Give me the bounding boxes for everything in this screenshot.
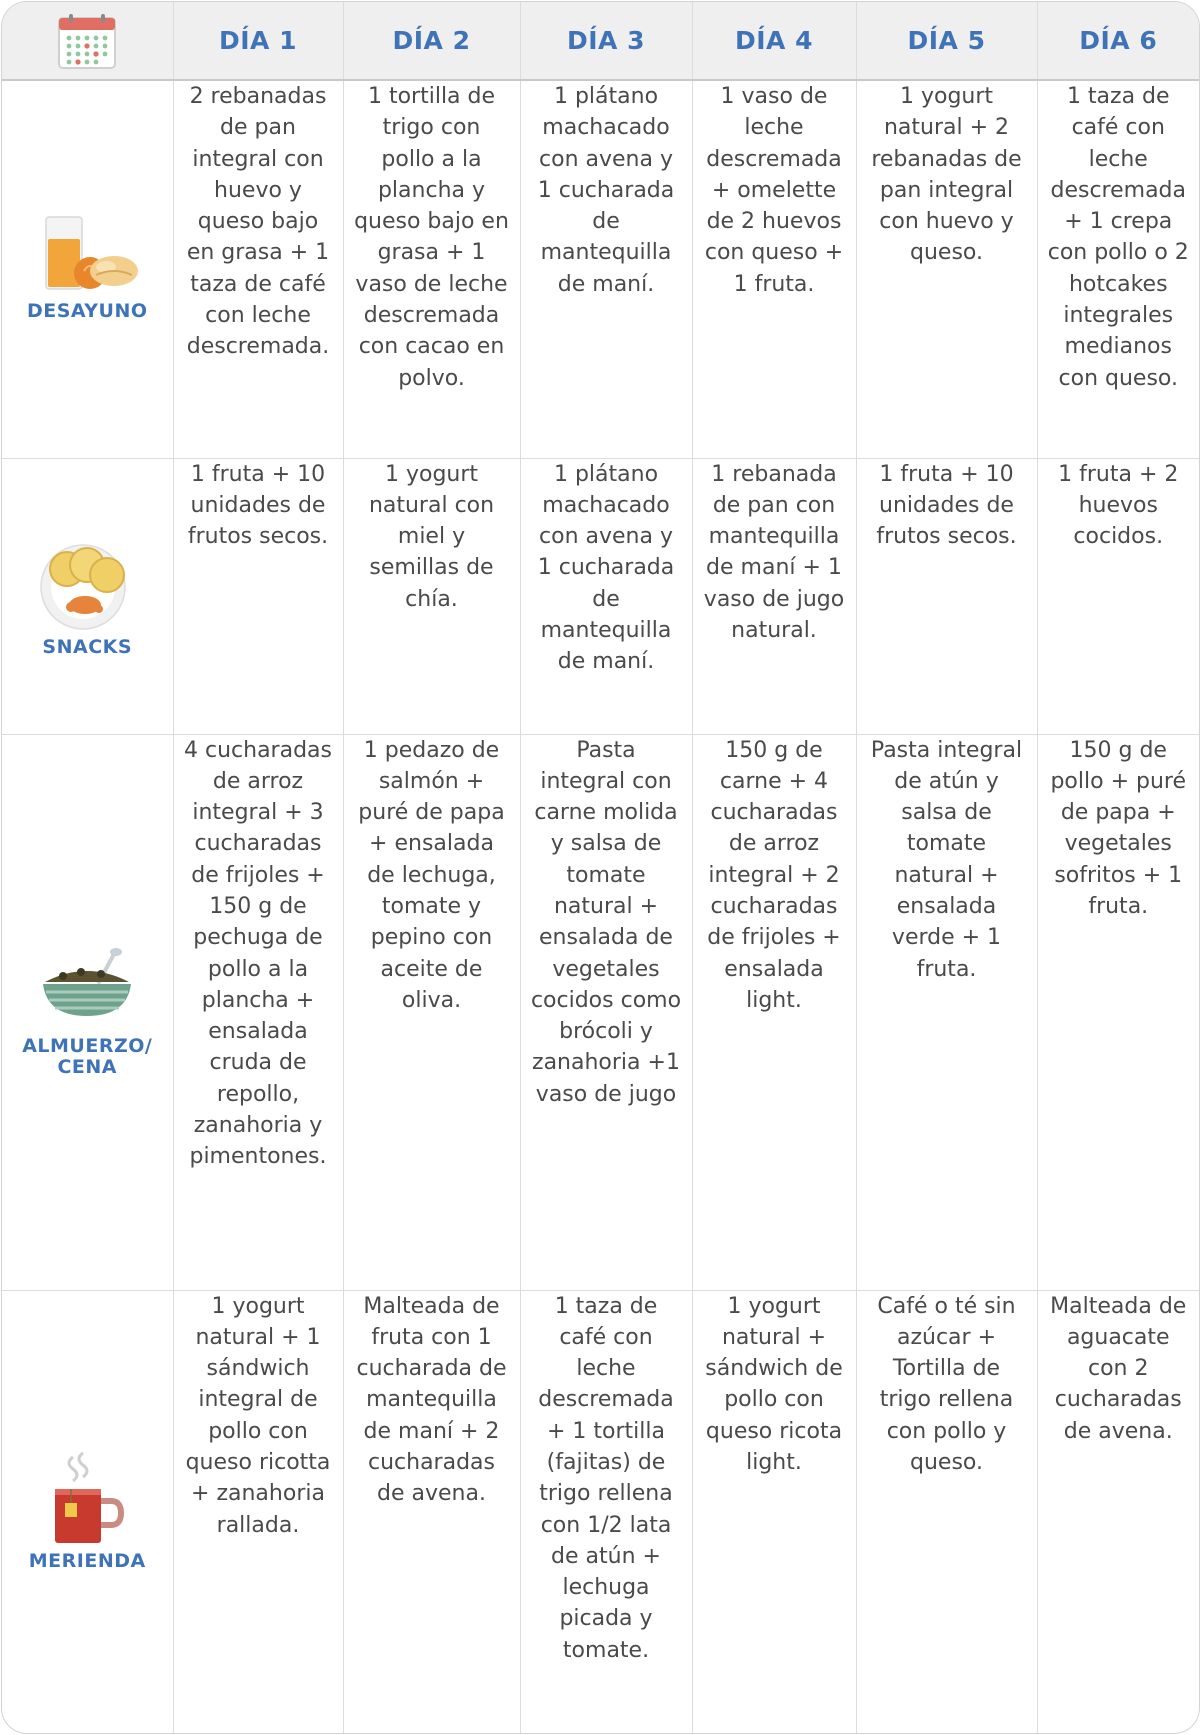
meal-row-snacks — [2, 458, 1199, 734]
bowl-icon — [37, 946, 137, 1026]
meal-label: MERIENDA — [28, 1550, 146, 1573]
meal-cell: 1 fruta + 2 huevos cocidos. — [1037, 458, 1199, 734]
calendar-icon — [57, 12, 117, 70]
meal-cell: 1 plátano machacado con avena y 1 cucharada de mantequilla de maní. — [520, 80, 692, 458]
corner-cell — [2, 2, 173, 80]
meal-cell: 1 yogurt natural + 1 sándwich integral de pollo con queso ricotta + zanahoria rallada. — [173, 1290, 343, 1733]
meal-plan-table — [2, 2, 1199, 1733]
meal-row-desayuno — [2, 80, 1199, 458]
meal-label: ALMUERZO/ CENA — [22, 1035, 153, 1078]
meal-cell: 1 taza de café con leche descremada + 1 tortilla (fajitas) de trigo rellena con 1/2 lata de atún + lechuga picada y tomate. — [520, 1290, 692, 1733]
meal-cell: 1 pedazo de salmón + puré de papa + ensalada de lechuga, tomate y pepino con aceite de oliva. — [343, 734, 520, 1290]
meal-cell: 150 g de carne + 4 cucharadas de arroz integral + 2 cucharadas de frijoles + ensalada light. — [692, 734, 856, 1290]
tea-mug-icon — [47, 1451, 127, 1545]
meal-label: DESAYUNO — [26, 299, 148, 322]
meal-cell: Pasta integral con carne molida y salsa de tomate natural + ensalada de vegetales cocidos como brócoli y zanahoria +1 vaso de jugo — [520, 734, 692, 1290]
meal-cell: 1 yogurt natural + 2 rebanadas de pan integral con huevo y queso. — [856, 80, 1037, 458]
meal-row-almuerzo-cena — [2, 734, 1199, 1290]
meal-plan-card — [1, 1, 1200, 1734]
meal-cell: 1 yogurt natural con miel y semillas de chía. — [343, 458, 520, 734]
meal-cell: 2 rebanadas de pan integral con huevo y queso bajo en grasa + 1 taza de café con leche descremada. — [173, 80, 343, 458]
meal-cell: 1 plátano machacado con avena y 1 cucharada de mantequilla de maní. — [520, 458, 692, 734]
meal-label-cell — [2, 458, 173, 734]
header-row — [2, 2, 1199, 80]
meal-cell: 1 rebanada de pan con mantequilla de maní + 1 vaso de jugo natural. — [692, 458, 856, 734]
day-header-1: DÍA 1 — [173, 2, 343, 80]
meal-cell: Malteada de aguacate con 2 cucharadas de avena. — [1050, 1293, 1187, 1444]
meal-cell: 1 vaso de leche descremada + omelette de 2 huevos con queso + 1 fruta. — [692, 80, 856, 458]
meal-cell: 150 g de pollo + puré de papa + vegetales sofritos + 1 fruta. — [1037, 734, 1199, 1290]
day-header-2: DÍA 2 — [343, 2, 520, 80]
day-header-3: DÍA 3 — [520, 2, 692, 80]
meal-cell: 1 taza de café con leche descremada + 1 crepa con pollo o 2 hotcakes integrales medianos con queso. — [1037, 80, 1199, 458]
meal-row-merienda — [2, 1290, 1199, 1733]
meal-cell: 4 cucharadas de arroz integral + 3 cucharadas de frijoles + 150 g de pechuga de pollo a la plancha + ensalada cruda de repollo, zanahoria y pimentones. — [173, 734, 343, 1290]
meal-label-cell — [2, 80, 173, 458]
meal-cell: 1 yogurt natural + sándwich de pollo con queso ricota light. — [692, 1290, 856, 1733]
meal-label-cell — [2, 734, 173, 1290]
snacks-plate-icon — [37, 535, 137, 631]
meal-cell: Malteada de fruta con 1 cucharada de mantequilla de maní + 2 cucharadas de avena. — [343, 1290, 520, 1733]
meal-cell: Café o té sin azúcar + Tortilla de trigo rellena con pollo y queso. — [856, 1290, 1037, 1733]
meal-label: SNACKS — [42, 635, 133, 658]
day-header-4: DÍA 4 — [692, 2, 856, 80]
meal-cell: 1 fruta + 10 unidades de frutos secos. — [173, 458, 343, 734]
breakfast-icon — [32, 213, 142, 293]
meal-label-cell — [2, 1290, 173, 1733]
day-header-5: DÍA 5 — [856, 2, 1037, 80]
meal-cell: Pasta integral de atún y salsa de tomate natural + ensalada verde + 1 fruta. — [856, 734, 1037, 1290]
day-header-6: DÍA 6 — [1037, 2, 1199, 80]
meal-cell: 1 tortilla de trigo con pollo a la plancha y queso bajo en grasa + 1 vaso de leche descremada con cacao en polvo. — [343, 80, 520, 458]
meal-cell: 1 fruta + 10 unidades de frutos secos. — [856, 458, 1037, 734]
